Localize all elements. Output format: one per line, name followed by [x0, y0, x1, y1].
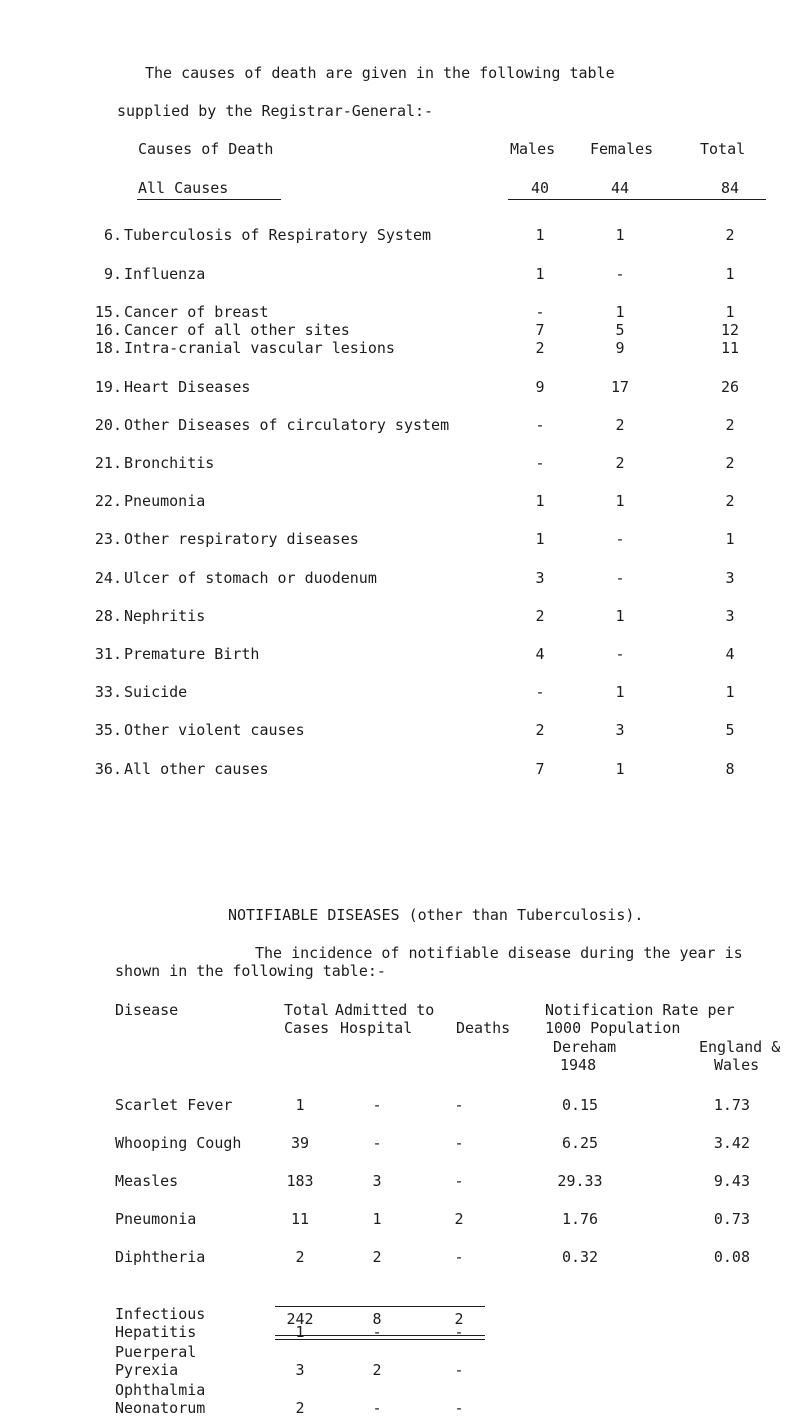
cause-total: 2: [725, 454, 735, 472]
disease-rate-dereham: 0.15: [561, 1096, 599, 1114]
disease-hospital: 2: [372, 1248, 382, 1266]
cause-females: 1: [615, 226, 625, 244]
cause-total: 3: [725, 569, 735, 587]
cause-males: 1: [535, 226, 545, 244]
cause-number: 28.: [94, 607, 122, 625]
disease-cases: 11: [290, 1210, 310, 1228]
header-females: Females: [590, 140, 654, 158]
disease-hospital: -: [372, 1096, 382, 1114]
cause-males: 1: [535, 530, 545, 548]
cause-label: Intra-cranial vascular lesions: [124, 339, 395, 357]
disease-name: Diphtheria: [115, 1248, 206, 1266]
disease-hospital: -: [372, 1134, 382, 1152]
disease-hospital: 3: [372, 1172, 382, 1190]
header-england-1: England &: [699, 1038, 781, 1056]
disease-deaths: -: [454, 1248, 464, 1266]
total-deaths: 2: [454, 1310, 464, 1328]
cause-label: All other causes: [124, 760, 269, 778]
header-total-cases-1: Total: [284, 1001, 330, 1019]
cause-total: 12: [720, 321, 740, 339]
cause-females: 1: [615, 760, 625, 778]
disease-deaths: -: [454, 1134, 464, 1152]
disease-name-line-2: Pyrexia: [115, 1361, 179, 1379]
all-causes-total: 84: [720, 179, 740, 197]
disease-hospital: 2: [372, 1361, 382, 1379]
cause-males: 2: [535, 721, 545, 739]
cause-males: -: [535, 454, 545, 472]
header-rate-1: Notification Rate per: [545, 1001, 735, 1019]
header-england-2: Wales: [714, 1056, 760, 1074]
disease-hospital: -: [372, 1399, 382, 1417]
notifiable-para-line-2: shown in the following table:-: [115, 962, 386, 980]
disease-name-line-1: Infectious: [115, 1305, 206, 1323]
disease-rate-england: 0.73: [713, 1210, 750, 1228]
cause-total: 1: [725, 303, 735, 321]
disease-rate-dereham: 6.25: [561, 1134, 599, 1152]
disease-name-line-2: Neonatorum: [115, 1399, 206, 1417]
all-causes-figures-underline: [508, 199, 766, 200]
header-admitted-1: Admitted to: [335, 1001, 435, 1019]
cause-number: 36.: [94, 760, 122, 778]
disease-cases: 1: [295, 1323, 305, 1341]
cause-label: Cancer of all other sites: [124, 321, 350, 339]
all-causes-males: 40: [530, 179, 550, 197]
cause-number: 19.: [94, 378, 122, 396]
cause-number: 22.: [94, 492, 122, 510]
cause-total: 2: [725, 492, 735, 510]
cause-total: 2: [725, 226, 735, 244]
cause-males: -: [535, 683, 545, 701]
header-total-cases-2: Cases: [284, 1019, 330, 1037]
header-disease: Disease: [115, 1001, 179, 1019]
header-rate-2: 1000 Population: [545, 1019, 681, 1037]
disease-name-line-2: Hepatitis: [115, 1323, 197, 1341]
disease-name: Whooping Cough: [115, 1134, 242, 1152]
cause-total: 5: [725, 721, 735, 739]
disease-deaths: -: [454, 1096, 464, 1114]
disease-cases: 2: [295, 1248, 305, 1266]
cause-females: -: [615, 265, 625, 283]
disease-cases: 1: [295, 1096, 305, 1114]
cause-females: 1: [615, 607, 625, 625]
disease-cases: 39: [290, 1134, 310, 1152]
disease-rate-england: 1.73: [713, 1096, 750, 1114]
cause-label: Premature Birth: [124, 645, 260, 663]
cause-males: -: [535, 303, 545, 321]
cause-number: 35.: [94, 721, 122, 739]
disease-rate-dereham: 1.76: [561, 1210, 599, 1228]
total-hospital: 8: [372, 1310, 382, 1328]
cause-label: Suicide: [124, 683, 188, 701]
cause-number: 31.: [94, 645, 122, 663]
cause-total: 4: [725, 645, 735, 663]
cause-label: Heart Diseases: [124, 378, 251, 396]
cause-males: 1: [535, 265, 545, 283]
disease-name: Scarlet Fever: [115, 1096, 233, 1114]
disease-rate-england: 0.08: [713, 1248, 750, 1266]
cause-number: 18.: [94, 339, 122, 357]
header-dereham-1: Dereham: [553, 1038, 617, 1056]
cause-label: Cancer of breast: [124, 303, 269, 321]
cause-label: Tuberculosis of Respiratory System: [124, 226, 432, 244]
cause-males: 2: [535, 607, 545, 625]
notifiable-totals-double-rule: [275, 1335, 485, 1340]
disease-hospital: -: [372, 1323, 382, 1341]
disease-name: Measles: [115, 1172, 179, 1190]
cause-males: 1: [535, 492, 545, 510]
cause-males: -: [535, 416, 545, 434]
cause-males: 3: [535, 569, 545, 587]
cause-females: 1: [615, 303, 625, 321]
cause-males: 2: [535, 339, 545, 357]
disease-deaths: 2: [454, 1210, 464, 1228]
cause-number: 9.: [103, 265, 122, 283]
cause-females: 1: [615, 492, 625, 510]
cause-number: 20.: [94, 416, 122, 434]
cause-females: 2: [615, 454, 625, 472]
all-causes-label: All Causes: [138, 179, 229, 197]
disease-name-line-1: Ophthalmia: [115, 1381, 206, 1399]
cause-number: 23.: [94, 530, 122, 548]
disease-rate-england: 9.43: [713, 1172, 750, 1190]
cause-females: -: [615, 645, 625, 663]
cause-females: 1: [615, 683, 625, 701]
all-causes-females: 44: [610, 179, 630, 197]
cause-number: 15.: [94, 303, 122, 321]
cause-label: Bronchitis: [124, 454, 215, 472]
cause-number: 21.: [94, 454, 122, 472]
cause-females: 2: [615, 416, 625, 434]
cause-males: 7: [535, 760, 545, 778]
disease-deaths: -: [454, 1399, 464, 1417]
total-cases: 242: [286, 1310, 314, 1328]
cause-number: 33.: [94, 683, 122, 701]
disease-cases: 183: [286, 1172, 314, 1190]
cause-females: -: [615, 530, 625, 548]
cause-total: 3: [725, 607, 735, 625]
cause-females: 3: [615, 721, 625, 739]
header-dereham-2: 1948: [560, 1056, 597, 1074]
cause-total: 8: [725, 760, 735, 778]
disease-name: Pneumonia: [115, 1210, 197, 1228]
cause-label: Other violent causes: [124, 721, 305, 739]
cause-number: 6.: [103, 226, 122, 244]
notifiable-para-line-1: The incidence of notifiable disease during the year is: [255, 944, 743, 962]
disease-rate-dereham: 29.33: [557, 1172, 603, 1190]
cause-label: Ulcer of stomach or duodenum: [124, 569, 377, 587]
disease-hospital: 1: [372, 1210, 382, 1228]
header-causes: Causes of Death: [138, 140, 274, 158]
intro-line-2: supplied by the Registrar-General:-: [117, 102, 434, 120]
cause-total: 11: [720, 339, 740, 357]
cause-females: 17: [610, 378, 630, 396]
header-total: Total: [700, 140, 746, 158]
cause-total: 26: [720, 378, 740, 396]
cause-label: Influenza: [124, 265, 206, 283]
cause-number: 16.: [94, 321, 122, 339]
cause-number: 24.: [94, 569, 122, 587]
notifiable-totals-rule: [275, 1306, 485, 1307]
cause-label: Pneumonia: [124, 492, 206, 510]
disease-rate-england: 3.42: [713, 1134, 750, 1152]
intro-line-1: The causes of death are given in the following table: [145, 64, 615, 82]
cause-label: Other Diseases of circulatory system: [124, 416, 450, 434]
header-admitted-2: Hospital: [340, 1019, 413, 1037]
cause-females: -: [615, 569, 625, 587]
cause-total: 2: [725, 416, 735, 434]
disease-deaths: -: [454, 1361, 464, 1379]
cause-males: 7: [535, 321, 545, 339]
cause-total: 1: [725, 265, 735, 283]
cause-females: 5: [615, 321, 625, 339]
disease-cases: 3: [295, 1361, 305, 1379]
notifiable-title: NOTIFIABLE DISEASES (other than Tuberculosis).: [228, 906, 644, 924]
cause-males: 9: [535, 378, 545, 396]
cause-males: 4: [535, 645, 545, 663]
cause-total: 1: [725, 530, 735, 548]
disease-cases: 2: [295, 1399, 305, 1417]
all-causes-underline: [137, 199, 281, 200]
cause-total: 1: [725, 683, 735, 701]
disease-rate-dereham: 0.32: [561, 1248, 599, 1266]
disease-deaths: -: [454, 1323, 464, 1341]
cause-label: Nephritis: [124, 607, 206, 625]
header-males: Males: [510, 140, 556, 158]
disease-deaths: -: [454, 1172, 464, 1190]
cause-females: 9: [615, 339, 625, 357]
cause-label: Other respiratory diseases: [124, 530, 359, 548]
header-deaths: Deaths: [456, 1019, 511, 1037]
disease-name-line-1: Puerperal: [115, 1343, 197, 1361]
